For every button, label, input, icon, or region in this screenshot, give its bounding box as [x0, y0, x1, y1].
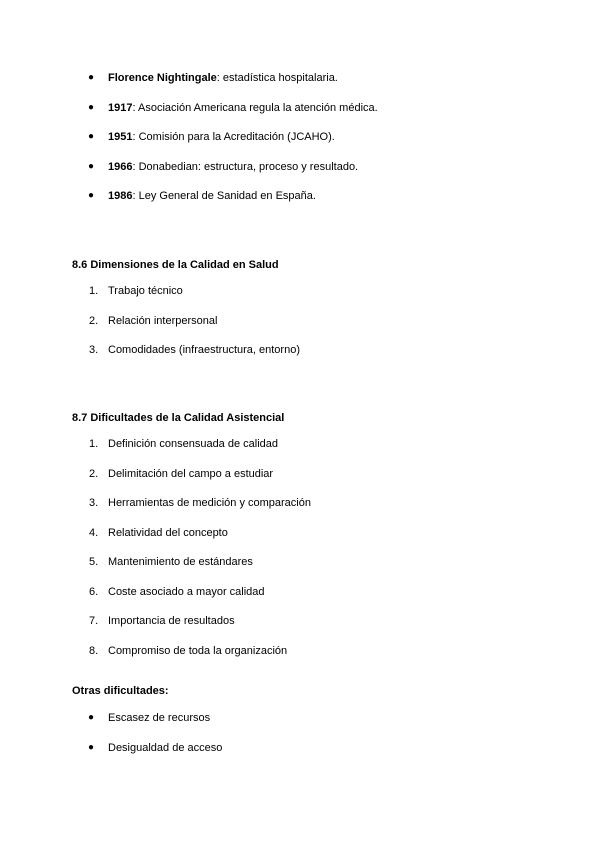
- list-item-text: Relación interpersonal: [108, 314, 218, 327]
- history-item-bold: Florence Nightingale: [108, 72, 217, 84]
- list-item: [0, 526, 600, 556]
- other-difficulties-list: [0, 711, 600, 770]
- list-item-text: Comodidades (infraestructura, entorno): [108, 344, 300, 356]
- other-difficulties-heading: Otras dificultades:: [72, 685, 169, 697]
- section-heading-8-6: 8.6 Dimensiones de la Calidad en Salud: [72, 259, 279, 271]
- list-item: [0, 741, 600, 771]
- list-item: [0, 343, 600, 373]
- history-item-bold: 1951: [108, 131, 133, 143]
- list-item-text: Relatividad del concepto: [108, 526, 228, 539]
- list-item-text: Mantenimiento de estándares: [108, 556, 253, 568]
- list-item-text: Definición consensuada de calidad: [108, 438, 279, 450]
- bullet-icon: ●: [88, 741, 95, 753]
- history-item-bold: 1966: [108, 160, 133, 173]
- list-item: [0, 71, 600, 101]
- list-number: 3.: [89, 344, 99, 356]
- list-item: [0, 284, 600, 314]
- list-item: [0, 101, 600, 131]
- list-item: [0, 585, 600, 615]
- list-item: [0, 437, 600, 467]
- list-number: 4.: [89, 526, 99, 539]
- history-item-bold: 1986: [108, 190, 133, 202]
- list-item-text: Escasez de recursos: [108, 712, 211, 724]
- bullet-icon: ●: [88, 190, 95, 201]
- list-number: 1.: [89, 438, 99, 450]
- list-item-text: Importancia de resultados: [108, 615, 235, 627]
- list-item-text: Trabajo técnico: [108, 285, 183, 297]
- history-item-text: : Asociación Americana regula la atención médica.: [132, 101, 378, 114]
- list-item-text: Desigualdad de acceso: [108, 741, 223, 754]
- list-item: [0, 314, 600, 344]
- list-number: 8.: [89, 644, 99, 657]
- history-item-text: : Comisión para la Acreditación (JCAHO).: [132, 131, 335, 143]
- list-item: [0, 644, 600, 674]
- history-item-bold: 1917: [108, 101, 133, 114]
- list-item-text: Coste asociado a mayor calidad: [108, 585, 265, 598]
- list-item: [0, 555, 600, 585]
- list-item-text: Delimitación del campo a estudiar: [108, 467, 274, 480]
- list-item: [0, 496, 600, 526]
- difficulties-list: [0, 437, 600, 673]
- list-item: [0, 467, 600, 497]
- bullet-icon: ●: [88, 72, 95, 83]
- list-item: [0, 160, 600, 190]
- dimensions-list: [0, 284, 600, 373]
- list-item: [0, 189, 600, 219]
- list-number: 5.: [89, 556, 99, 568]
- bullet-icon: ●: [88, 712, 95, 723]
- bullet-icon: ●: [88, 131, 95, 142]
- history-list: [0, 71, 600, 219]
- list-item-text: Compromiso de toda la organización: [108, 644, 288, 657]
- history-item-text: : Ley General de Sanidad en España.: [132, 190, 316, 202]
- bullet-icon: ●: [88, 160, 95, 172]
- section-heading-8-7: 8.7 Dificultades de la Calidad Asistencial: [72, 412, 285, 424]
- list-item-text: Herramientas de medición y comparación: [108, 497, 311, 509]
- bullet-icon: ●: [88, 101, 95, 113]
- list-number: 6.: [89, 585, 99, 598]
- history-item-text: : estadística hospitalaria.: [216, 72, 338, 84]
- list-item: [0, 130, 600, 160]
- list-item: [0, 614, 600, 644]
- history-item-text: : Donabedian: estructura, proceso y resultado.: [132, 160, 359, 173]
- list-number: 1.: [89, 285, 99, 297]
- list-item: [0, 711, 600, 741]
- list-number: 7.: [89, 615, 99, 627]
- list-number: 2.: [89, 314, 99, 327]
- list-number: 2.: [89, 467, 99, 480]
- list-number: 3.: [89, 497, 99, 509]
